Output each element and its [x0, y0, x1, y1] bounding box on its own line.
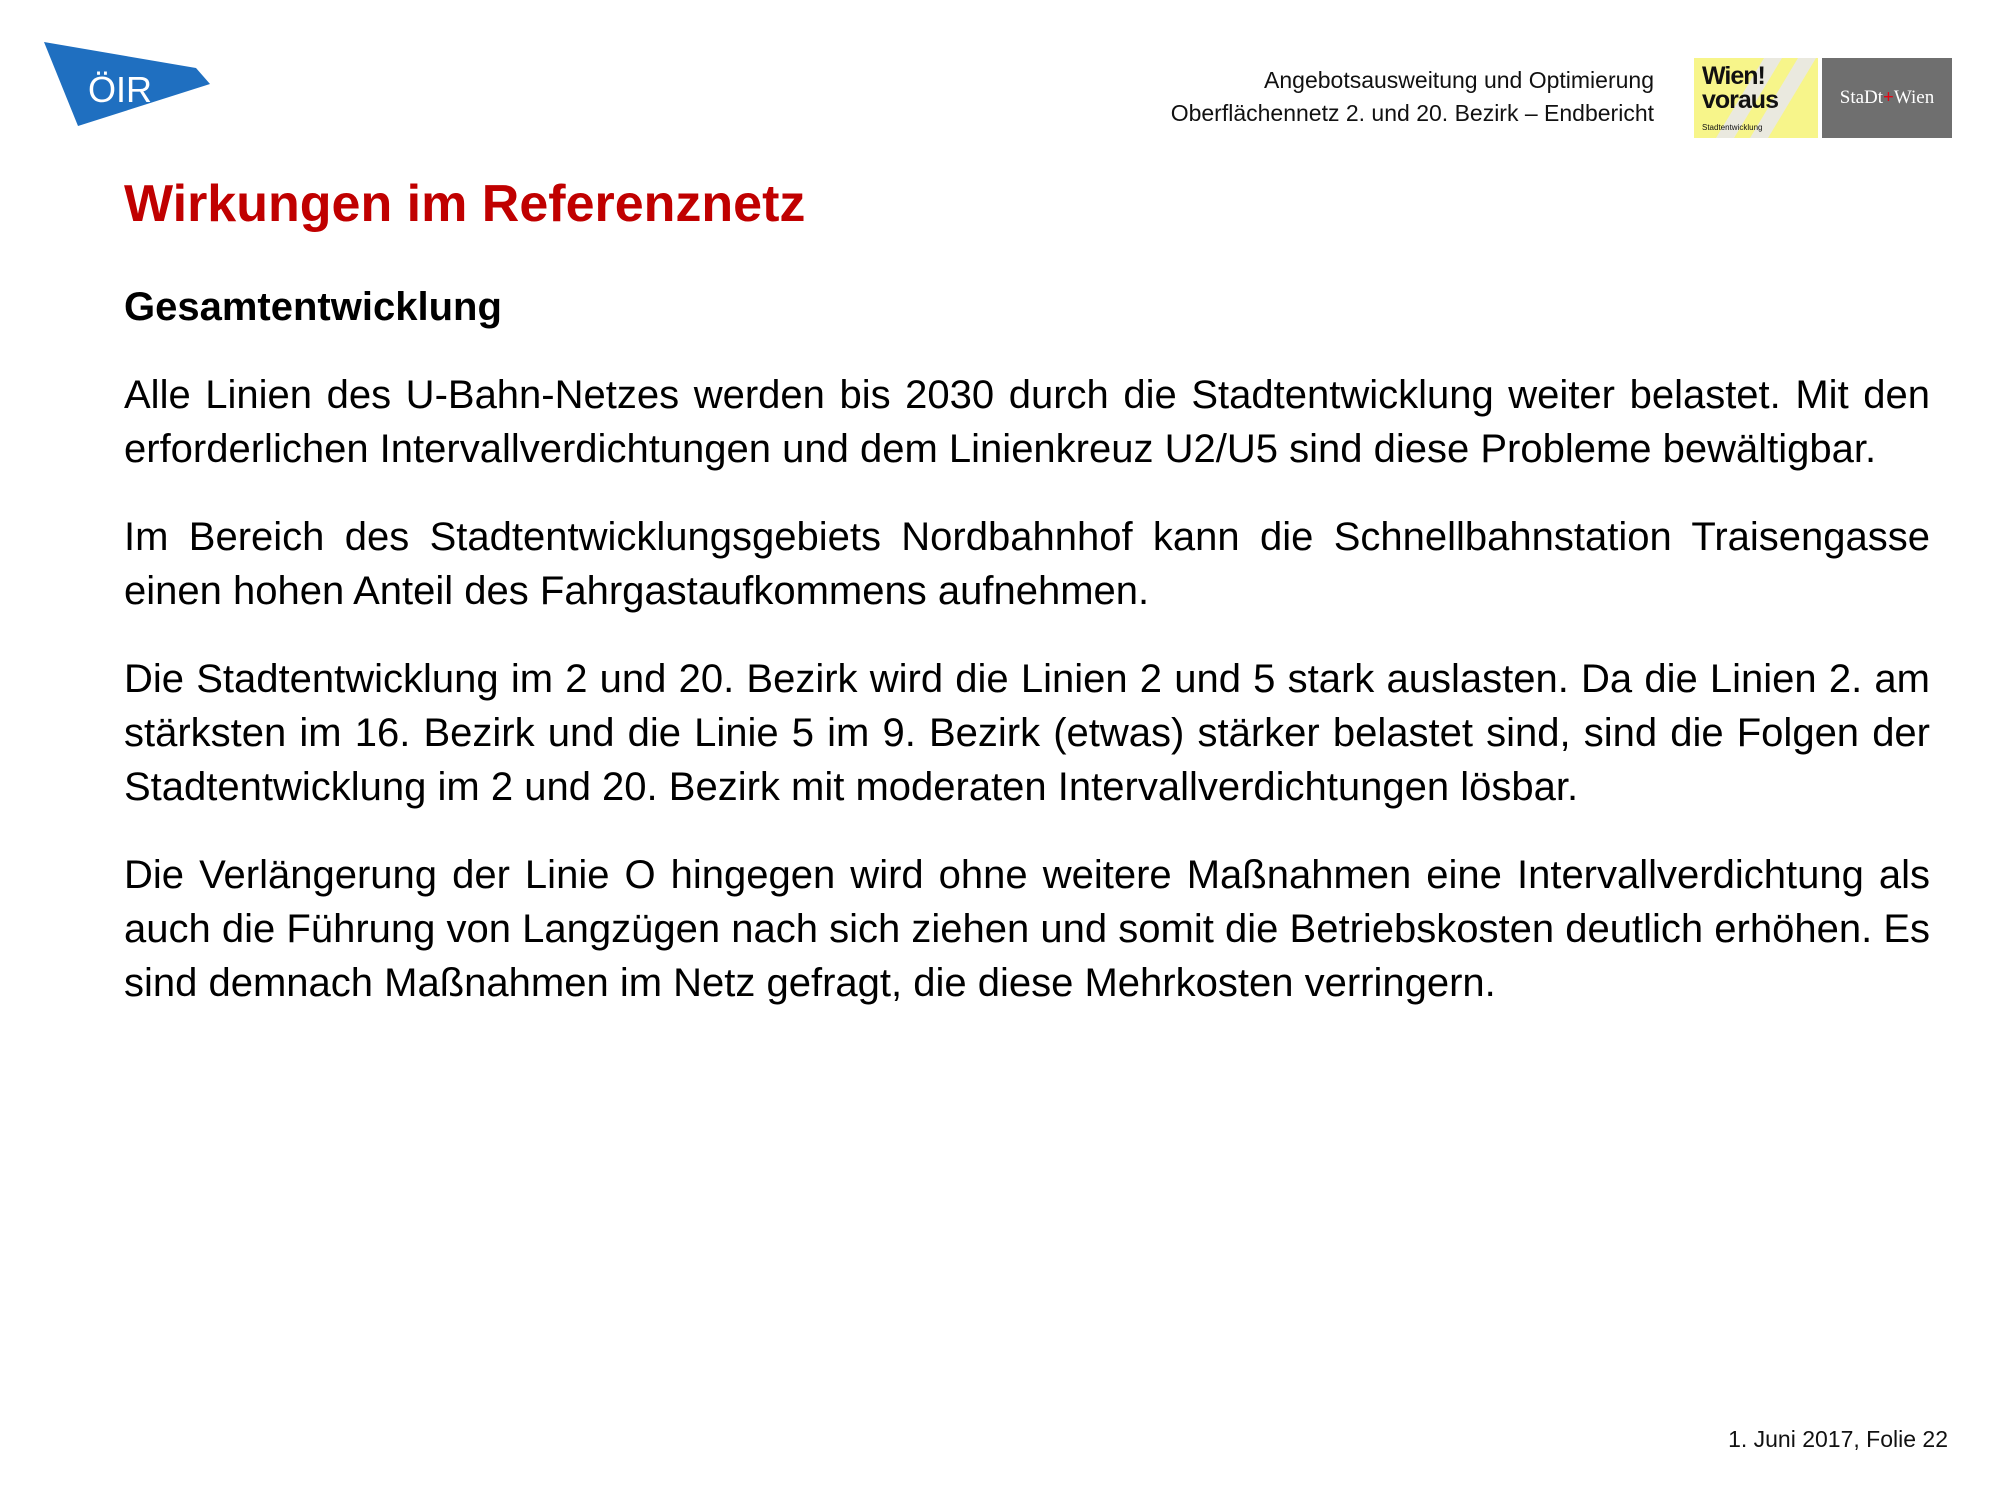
oir-logo-graphic	[44, 38, 210, 126]
body-paragraph: Die Stadtentwicklung im 2 und 20. Bezirk wird die Linien 2 und 5 stark auslasten. Da die Linien 2. am stärksten im 16. Bezirk und die Linie 5 im 9. Bezirk (etwas) stärker belastet sind, sind die Folgen der Stadtentwicklung im 2 und 20. Bezirk mit moderaten Intervallverdichtungen lösbar.	[124, 657, 1930, 809]
stadt-logo-right: Wien	[1893, 87, 1935, 108]
body-paragraph: Alle Linien des U-Bahn-Netzes werden bis 2030 durch die Stadtentwicklung weiter belastet. Mit den erforderlichen Intervallverdichtungen und dem Linienkreuz U2/U5 sind diese Probleme bewältigbar.	[124, 373, 1930, 471]
section-subtitle: Gesamtentwicklung	[124, 285, 502, 329]
stadt-wien-logo	[1822, 58, 1952, 138]
stadt-logo-left: StaDt	[1839, 87, 1884, 108]
body-paragraph: Im Bereich des Stadtentwicklungsgebiets Nordbahnhof kann die Schnellbahnstation Traisengasse einen hohen Anteil des Fahrgastaufkommens aufnehmen.	[124, 515, 1930, 613]
stadt-logo-cross: +	[1883, 87, 1894, 108]
header-line-1: Angebotsausweitung und Optimierung	[1264, 67, 1654, 93]
oir-logo-text: ÖIR	[88, 69, 153, 110]
oir-logo	[44, 38, 210, 126]
wien-logo-line-2: voraus	[1702, 86, 1778, 114]
slide-body	[124, 368, 1930, 1044]
body-paragraph: Die Verlängerung der Linie O hingegen wird ohne weitere Maßnahmen eine Intervallverdichtung als auch die Führung von Langzügen nach sich ziehen und somit die Betriebskosten deutlich erhöhen. Es sind demnach Maßnahmen im Netz gefragt, die diese Mehrkosten verringern.	[124, 853, 1930, 1005]
wien-logo-line-1: Wien!	[1702, 62, 1765, 90]
header-line-2: Oberflächennetz 2. und 20. Bezirk – Endbericht	[1170, 100, 1654, 126]
document-header	[1171, 64, 1654, 130]
wien-logo-line-3: Stadtentwicklung	[1702, 123, 1763, 132]
wien-voraus-logo	[1694, 58, 1818, 138]
slide-footer: 1. Juni 2017, Folie 22	[1728, 1426, 1948, 1452]
slide-title: Wirkungen im Referenznetz	[124, 175, 806, 233]
